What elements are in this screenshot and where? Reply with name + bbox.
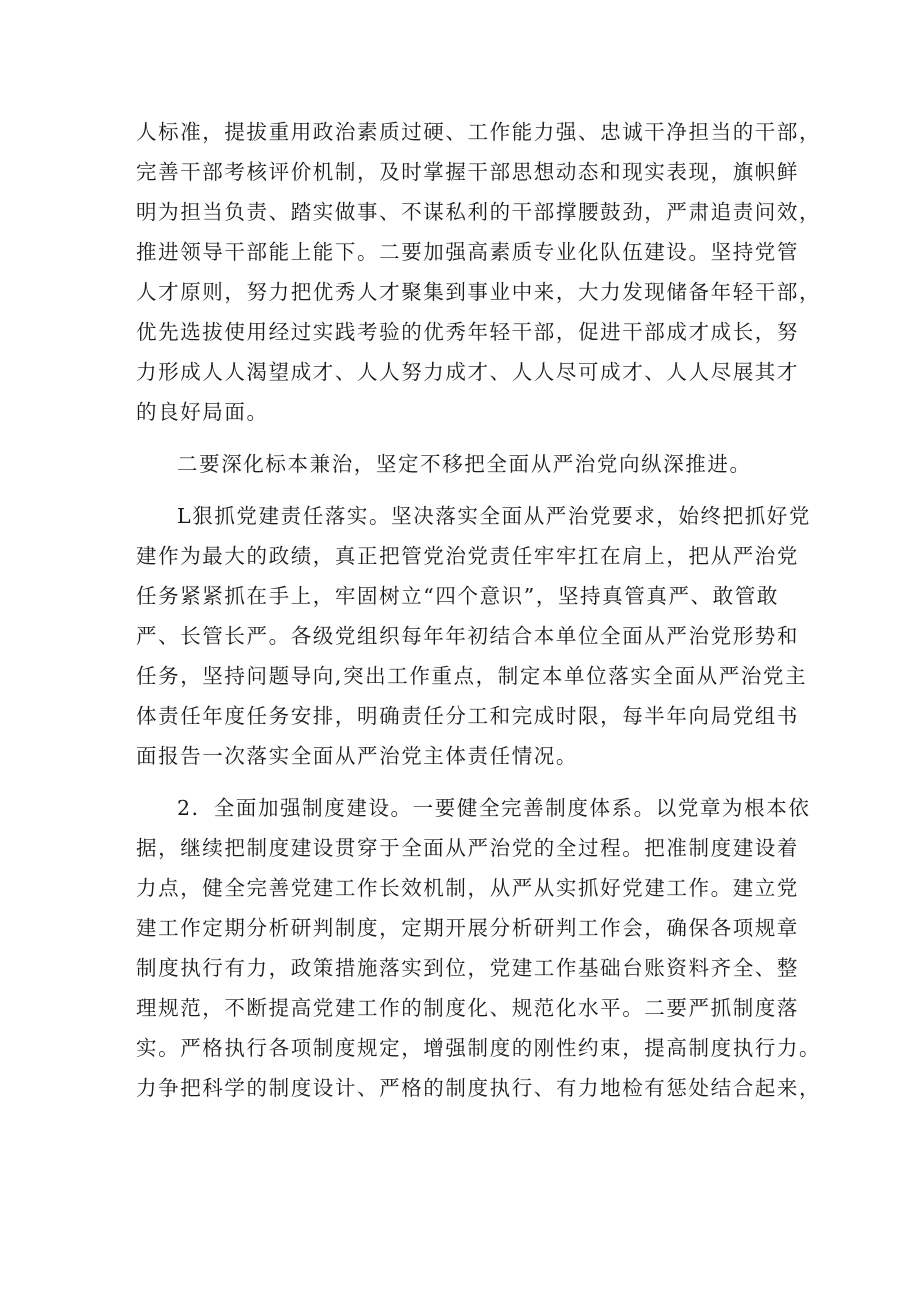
section-heading: 二要深化标本兼治，坚定不移把全面从严治党向纵深推进。 [177,452,752,476]
paragraph-3 [136,496,812,776]
text-line: 建作为最大的政绩，真正把管党治党责任牢牢扛在肩上，把从严治党 [136,544,799,568]
text-line: 体责任年度任务安排，明确责任分工和完成时限，每半年向局党组书 [136,704,799,728]
text-line: 力争把科学的制度设计、严格的制度执行、有力地检有惩处结合起来， [136,1076,822,1100]
text-line: 完善干部考核评价机制，及时掌握干部思想动态和现实表现，旗帜鲜 [136,160,799,184]
text-line: 严、长管长严。各级党组织每年年初结合本单位全面从严治党形势和 [136,624,799,648]
text-line: 力形成人人渴望成才、人人努力成才、人人尽可成才、人人尽展其才 [136,360,799,384]
text-line: 人才原则，努力把优秀人才聚集到事业中来，大力发现储备年轻干部， [136,280,822,304]
text-line: 人标准，提拔重用政治素质过硬、工作能力强、忠诚干净担当的干部， [136,120,822,144]
paragraph-2 [136,444,798,484]
text-line: 理规范，不断提高党建工作的制度化、规范化水平。二要严抓制度落 [136,996,799,1020]
text-line: 建工作定期分析研判制度，定期开展分析研判工作会，确保各项规章 [136,916,799,940]
text-line: 优先选拔使用经过实践考验的优秀年轻干部，促进干部成才成长，努 [136,320,799,344]
text-line: 据，继续把制度建设贯穿于全面从严治党的全过程。把准制度建设着 [136,836,799,860]
text-line: 的良好局面。 [136,400,269,424]
text-line: 任务，坚持问题导向,突出工作重点，制定本单位落实全面从严治党主 [136,664,808,688]
text-line: L狠抓党建责任落实。坚决落实全面从严治党要求，始终把抓好党 [177,504,812,528]
text-line: 推进领导干部能上能下。二要加强高素质专业化队伍建设。坚持党管 [136,240,799,264]
text-line: 明为担当负责、踏实做事、不谋私利的干部撑腰鼓劲，严肃追责问效， [136,200,822,224]
text-line: 实。严格执行各项制度规定，增强制度的刚性约束，提高制度执行力。 [136,1036,822,1060]
paragraph-4 [136,788,822,1108]
text-line: 任务紧紧抓在手上，牢固树立“四个意识”，坚持真管真严、敢管敢 [136,584,779,608]
text-line: 面报告一次落实全面从严治党主体责任情况。 [136,744,578,768]
paragraph-1 [136,112,822,432]
text-line: 力点，健全完善党建工作长效机制，从严从实抓好党建工作。建立党 [136,876,799,900]
text-line: 2．全面加强制度建设。一要健全完善制度体系。以党章为根本依 [177,796,811,820]
document-body [136,112,822,1108]
text-line: 制度执行有力，政策措施落实到位，党建工作基础台账资料齐全、整 [136,956,799,980]
